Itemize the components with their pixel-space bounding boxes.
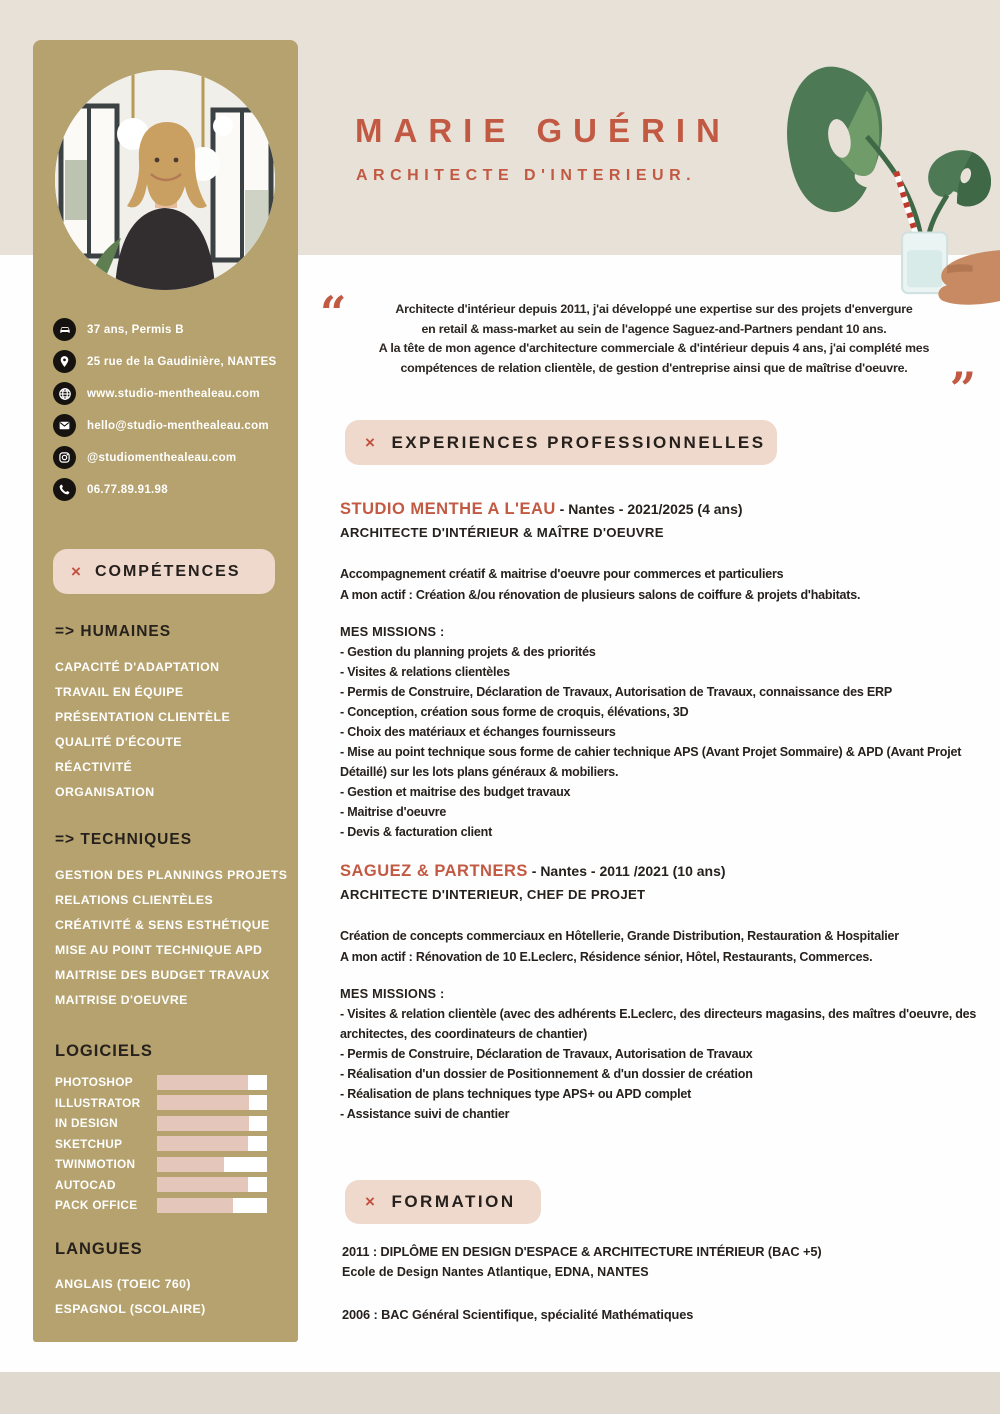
formation-heading <box>345 1180 541 1224</box>
skill-name: IN DESIGN <box>55 1116 119 1131</box>
job-meta: - Nantes - 2021/2025 (4 ans) <box>555 501 743 517</box>
contact-phone-text: 06.77.89.91.98 <box>87 483 168 496</box>
location-pin-icon <box>53 350 76 373</box>
humaines-label: => HUMAINES <box>55 623 172 640</box>
contact-email-text: hello@studio-menthealeau.com <box>87 419 269 432</box>
mission-item: - Mise au point technique sous forme de cahier technique APS (Avant Projet Sommaire) & APD (Avant Projet Détaillé) sur les lots plans généraux & mobiliers. <box>340 745 962 779</box>
skill-bar <box>157 1116 267 1131</box>
list-item: CAPACITÉ D'ADAPTATION <box>55 660 220 674</box>
skill-row <box>55 1134 287 1155</box>
close-quote-icon: ” <box>949 362 976 416</box>
skill-bar <box>157 1157 267 1172</box>
job-role: ARCHITECTE D'INTERIEUR, CHEF DE PROJET <box>340 887 646 902</box>
education-entry <box>342 1242 997 1282</box>
list-item: GESTION DES PLANNINGS PROJETS <box>55 868 288 882</box>
job-heading <box>340 500 995 519</box>
skill-row <box>55 1175 287 1196</box>
skill-fill <box>157 1136 248 1151</box>
contact-list <box>53 318 283 510</box>
skill-fill <box>157 1075 248 1090</box>
job-role: ARCHITECTE D'INTÉRIEUR & MAÎTRE D'OEUVRE <box>340 525 664 540</box>
contact-instagram-text: @studiomenthealeau.com <box>87 451 237 464</box>
contact-instagram[interactable] <box>53 446 283 469</box>
job-entry <box>340 862 995 1124</box>
list-item: MAITRISE DES BUDGET TRAVAUX <box>55 968 270 982</box>
education-degree: 2011 : DIPLÔME EN DESIGN D'ESPACE & ARCHITECTURE INTÉRIEUR (BAC +5) <box>342 1244 822 1259</box>
job-heading <box>340 862 995 881</box>
list-item: RÉACTIVITÉ <box>55 760 133 774</box>
plant-illustration <box>765 58 1000 308</box>
skill-bar <box>157 1136 267 1151</box>
experiences-heading-label: EXPERIENCES PROFESSIONNELLES <box>391 432 766 452</box>
list-item: ORGANISATION <box>55 785 155 799</box>
mission-item: - Permis de Construire, Déclaration de Travaux, Autorisation de Travaux <box>340 1047 753 1061</box>
software-skills <box>55 1072 287 1216</box>
skill-row <box>55 1072 287 1093</box>
langues-list <box>55 1272 285 1322</box>
education-degree: 2006 : BAC Général Scientifique, spécialité Mathématiques <box>342 1307 694 1322</box>
list-item: PRÉSENTATION CLIENTÈLE <box>55 710 231 724</box>
competences-heading <box>53 549 275 594</box>
skill-name: TWINMOTION <box>55 1157 136 1172</box>
instagram-icon <box>53 446 76 469</box>
list-item: RELATIONS CLIENTÈLES <box>55 893 214 907</box>
missions-list <box>340 642 995 842</box>
skill-name: AUTOCAD <box>55 1177 116 1192</box>
skill-bar <box>157 1095 267 1110</box>
skill-fill <box>157 1198 233 1213</box>
skill-name: PACK OFFICE <box>55 1198 138 1213</box>
job-meta: - Nantes - 2011 /2021 (10 ans) <box>527 863 726 879</box>
page-title: MARIE GUÉRIN <box>355 112 731 149</box>
open-quote-icon: “ <box>320 286 347 340</box>
skill-row <box>55 1093 287 1114</box>
car-icon <box>53 318 76 341</box>
mission-item: - Devis & facturation client <box>340 825 493 839</box>
skill-bar <box>157 1198 267 1213</box>
contact-website-text: www.studio-menthealeau.com <box>87 387 260 400</box>
company-name: STUDIO MENTHE A L'EAU <box>340 500 556 518</box>
email-icon <box>53 414 76 437</box>
contact-phone[interactable] <box>53 478 283 501</box>
mission-item: - Choix des matériaux et échanges fournisseurs <box>340 725 616 739</box>
formation-body <box>342 1242 997 1348</box>
mission-item: - Réalisation d'un dossier de Positionnement & d'un dossier de création <box>340 1067 753 1081</box>
skill-name: SKETCHUP <box>55 1136 123 1151</box>
skill-fill <box>157 1157 224 1172</box>
list-item: TRAVAIL EN ÉQUIPE <box>55 685 184 699</box>
job-title: ARCHITECTE D'INTERIEUR. <box>356 167 697 184</box>
list-item: MISE AU POINT TECHNIQUE APD <box>55 943 263 957</box>
mission-item: - Gestion du planning projets & des priorités <box>340 645 596 659</box>
skill-name: ILLUSTRATOR <box>55 1095 141 1110</box>
cross-bullet-icon: × <box>71 561 83 581</box>
cross-bullet-icon: × <box>365 1192 378 1211</box>
mission-item: - Assistance suivi de chantier <box>340 1107 510 1121</box>
skill-name: PHOTOSHOP <box>55 1075 133 1090</box>
profile-photo <box>55 70 275 290</box>
contact-website[interactable] <box>53 382 283 405</box>
contact-address <box>53 350 283 373</box>
quote-line: Architecte d'intérieur depuis 2011, j'ai développé une expertise sur des projets d'envergure <box>395 302 913 316</box>
mission-item: - Maitrise d'oeuvre <box>340 805 447 819</box>
skill-bar <box>157 1075 267 1090</box>
quote-line: compétences de relation clientèle, de gestion d'entreprise ainsi que de maîtrise d'oeuvre. <box>400 360 908 375</box>
humaines-list <box>55 655 285 805</box>
phone-icon <box>53 478 76 501</box>
mission-item: - Visites & relations clientèles <box>340 665 510 679</box>
formation-heading-label: FORMATION <box>391 1192 516 1211</box>
cross-bullet-icon: × <box>365 432 378 452</box>
experiences-heading <box>345 420 777 465</box>
list-item: ESPAGNOL (SCOLAIRE) <box>55 1302 206 1316</box>
skill-row <box>55 1154 287 1175</box>
list-item: MAITRISE D'OEUVRE <box>55 993 188 1007</box>
quote-line: en retail & mass-market au sein de l'agence Saguez-and-Partners pendant 10 ans. <box>421 321 887 336</box>
techniques-label: => TECHNIQUES <box>55 831 193 848</box>
skill-fill <box>157 1177 248 1192</box>
mission-item: - Visites & relation clientèle (avec des adhérents E.Leclerc, des directeurs magasins, des maîtres d'oeuvre, des architectes, des coordinateurs de chantier) <box>340 1007 977 1041</box>
mission-item: - Permis de Construire, Déclaration de Travaux, Autorisation de Travaux, connaissance des ERP <box>340 685 892 699</box>
list-item: CRÉATIVITÉ & SENS ESTHÉTIQUE <box>55 918 270 932</box>
skill-row <box>55 1195 287 1216</box>
contact-age-text: 37 ans, Permis B <box>87 323 184 336</box>
logiciels-label: LOGICIELS <box>55 1042 153 1060</box>
quote-line: A la tête de mon agence d'architecture commerciale & d'intérieur depuis 4 ans, j'ai complété mes <box>378 341 930 355</box>
job-summary <box>340 564 995 606</box>
langues-label: LANGUES <box>55 1240 143 1258</box>
education-entry <box>342 1305 997 1325</box>
footer-band <box>0 1372 1000 1414</box>
summary-line: Création de concepts commerciaux en Hôtellerie, Grande Distribution, Restauration & Hospitalier <box>340 929 899 943</box>
skill-fill <box>157 1116 249 1131</box>
company-name: SAGUEZ & PARTNERS <box>340 862 528 880</box>
mission-item: - Réalisation de plans techniques type APS+ ou APD complet <box>340 1087 692 1101</box>
skill-row <box>55 1113 287 1134</box>
education-school: Ecole de Design Nantes Atlantique, EDNA, NANTES <box>342 1265 649 1279</box>
job-summary <box>340 926 995 968</box>
summary-line: A mon actif : Création &/ou rénovation de plusieurs salons de coiffure & projets d'habitats. <box>340 588 861 602</box>
summary-line: A mon actif : Rénovation de 10 E.Leclerc, Résidence sénior, Hôtel, Restaurants, Commerces. <box>340 950 873 964</box>
list-item: ANGLAIS (TOEIC 760) <box>55 1277 191 1291</box>
missions-list <box>340 1004 995 1124</box>
mission-item: - Gestion et maitrise des budget travaux <box>340 785 571 799</box>
skill-bar <box>157 1177 267 1192</box>
summary-line: Accompagnement créatif & maitrise d'oeuvre pour commerces et particuliers <box>340 567 784 581</box>
techniques-list <box>55 863 288 1013</box>
skill-fill <box>157 1095 249 1110</box>
sidebar <box>33 40 298 1342</box>
mission-item: - Conception, création sous forme de croquis, élévations, 3D <box>340 705 689 719</box>
list-item: QUALITÉ D'ÉCOUTE <box>55 735 182 749</box>
missions-label: MES MISSIONS : <box>340 986 445 1001</box>
intro-quote <box>320 286 978 416</box>
missions-label: MES MISSIONS : <box>340 624 445 639</box>
job-entry <box>340 500 995 842</box>
contact-address-text: 25 rue de la Gaudinière, NANTES <box>87 355 277 368</box>
competences-heading-label: COMPÉTENCES <box>94 562 241 580</box>
contact-age <box>53 318 283 341</box>
contact-email[interactable] <box>53 414 283 437</box>
globe-icon <box>53 382 76 405</box>
